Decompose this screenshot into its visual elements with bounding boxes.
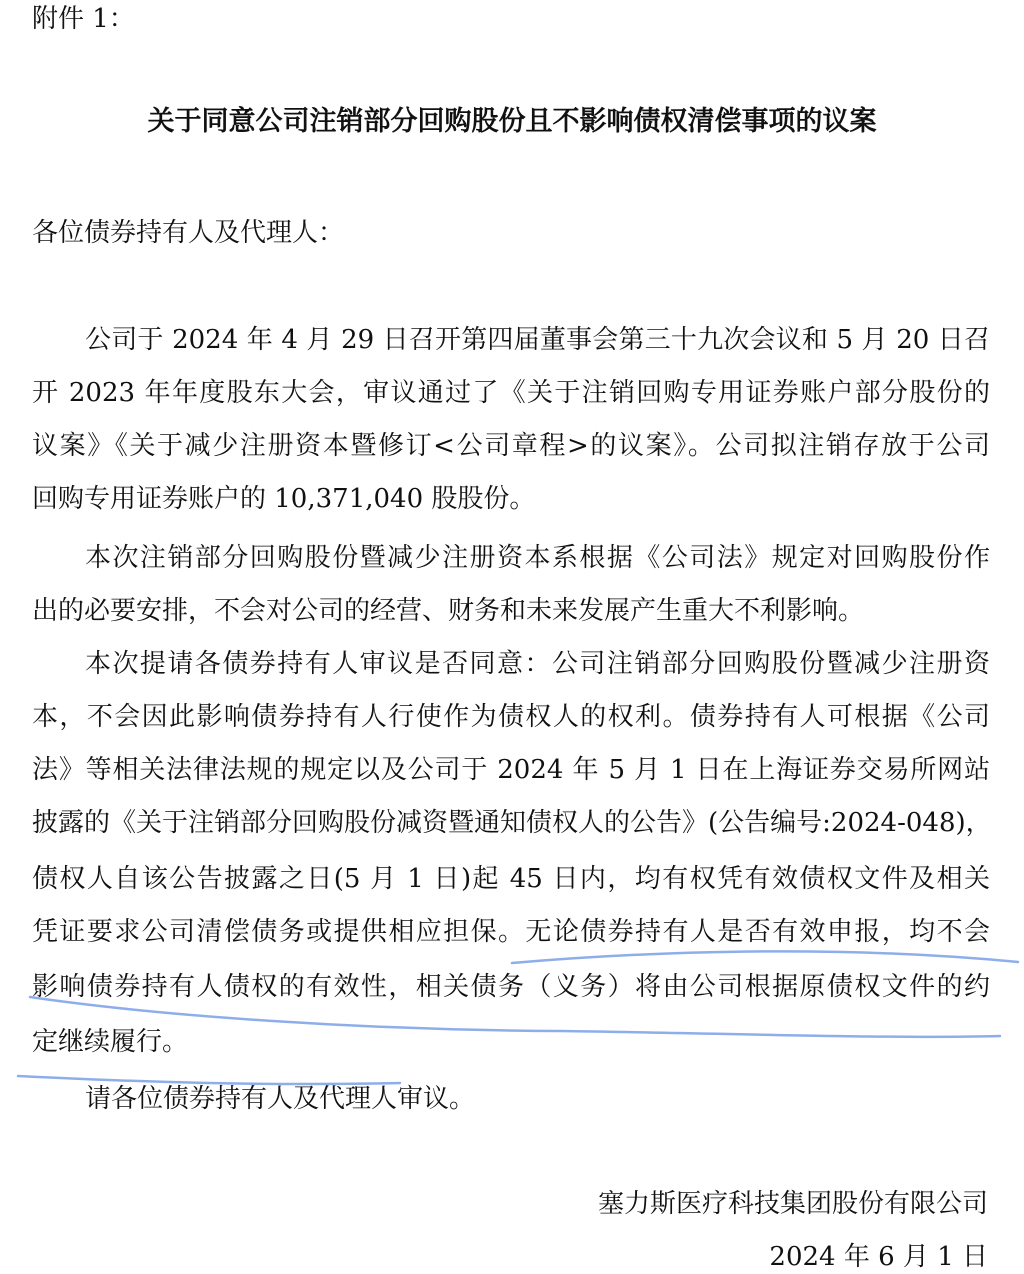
- body-line: 议案》《关于减少注册资本暨修订<公司章程>的议案》。公司拟注销存放于公司: [32, 431, 990, 461]
- body-line: 法》等相关法律法规的规定以及公司于 2024 年 5 月 1 日在上海证券交易所网站: [32, 755, 990, 785]
- document-date: 2024 年 6 月 1 日: [769, 1242, 988, 1272]
- body-line: 回购专用证券账户的 10,371,040 股股份。: [32, 484, 536, 514]
- body-line: 开 2023 年年度股东大会，审议通过了《关于注销回购专用证券账户部分股份的: [32, 378, 990, 408]
- body-line: 本，不会因此影响债券持有人行使作为债权人的权利。债券持有人可根据《公司: [32, 702, 990, 732]
- body-line: 请各位债券持有人及代理人审议。: [85, 1084, 476, 1114]
- body-line: 定继续履行。: [32, 1027, 189, 1057]
- salutation: 各位债券持有人及代理人：: [32, 218, 345, 248]
- body-line: 影响债券持有人债权的有效性，相关债务（义务）将由公司根据原债权文件的约: [32, 972, 990, 1002]
- body-line: 披露的《关于注销部分回购股份减资暨通知债权人的公告》(公告编号:2024-048)，: [32, 808, 992, 838]
- body-line: 凭证要求公司清偿债务或提供相应担保。无论债券持有人是否有效申报，均不会: [32, 917, 990, 947]
- body-line: 本次注销部分回购股份暨减少注册资本系根据《公司法》规定对回购股份作: [85, 543, 990, 573]
- signer-company: 塞力斯医疗科技集团股份有限公司: [597, 1189, 988, 1219]
- body-line: 出的必要安排，不会对公司的经营、财务和未来发展产生重大不利影响。: [32, 596, 865, 626]
- body-line: 债权人自该公告披露之日(5 月 1 日)起 45 日内，均有权凭有效债权文件及相关: [32, 864, 990, 894]
- document-title: 关于同意公司注销部分回购股份且不影响债权清偿事项的议案: [147, 106, 877, 137]
- pen-underline-stroke-1: [512, 951, 1018, 963]
- attachment-label: 附件 1：: [32, 4, 135, 34]
- body-line: 公司于 2024 年 4 月 29 日召开第四届董事会第三十九次会议和 5 月 20 日召: [85, 325, 990, 355]
- body-line: 本次提请各债券持有人审议是否同意：公司注销部分回购股份暨减少注册资: [85, 649, 990, 679]
